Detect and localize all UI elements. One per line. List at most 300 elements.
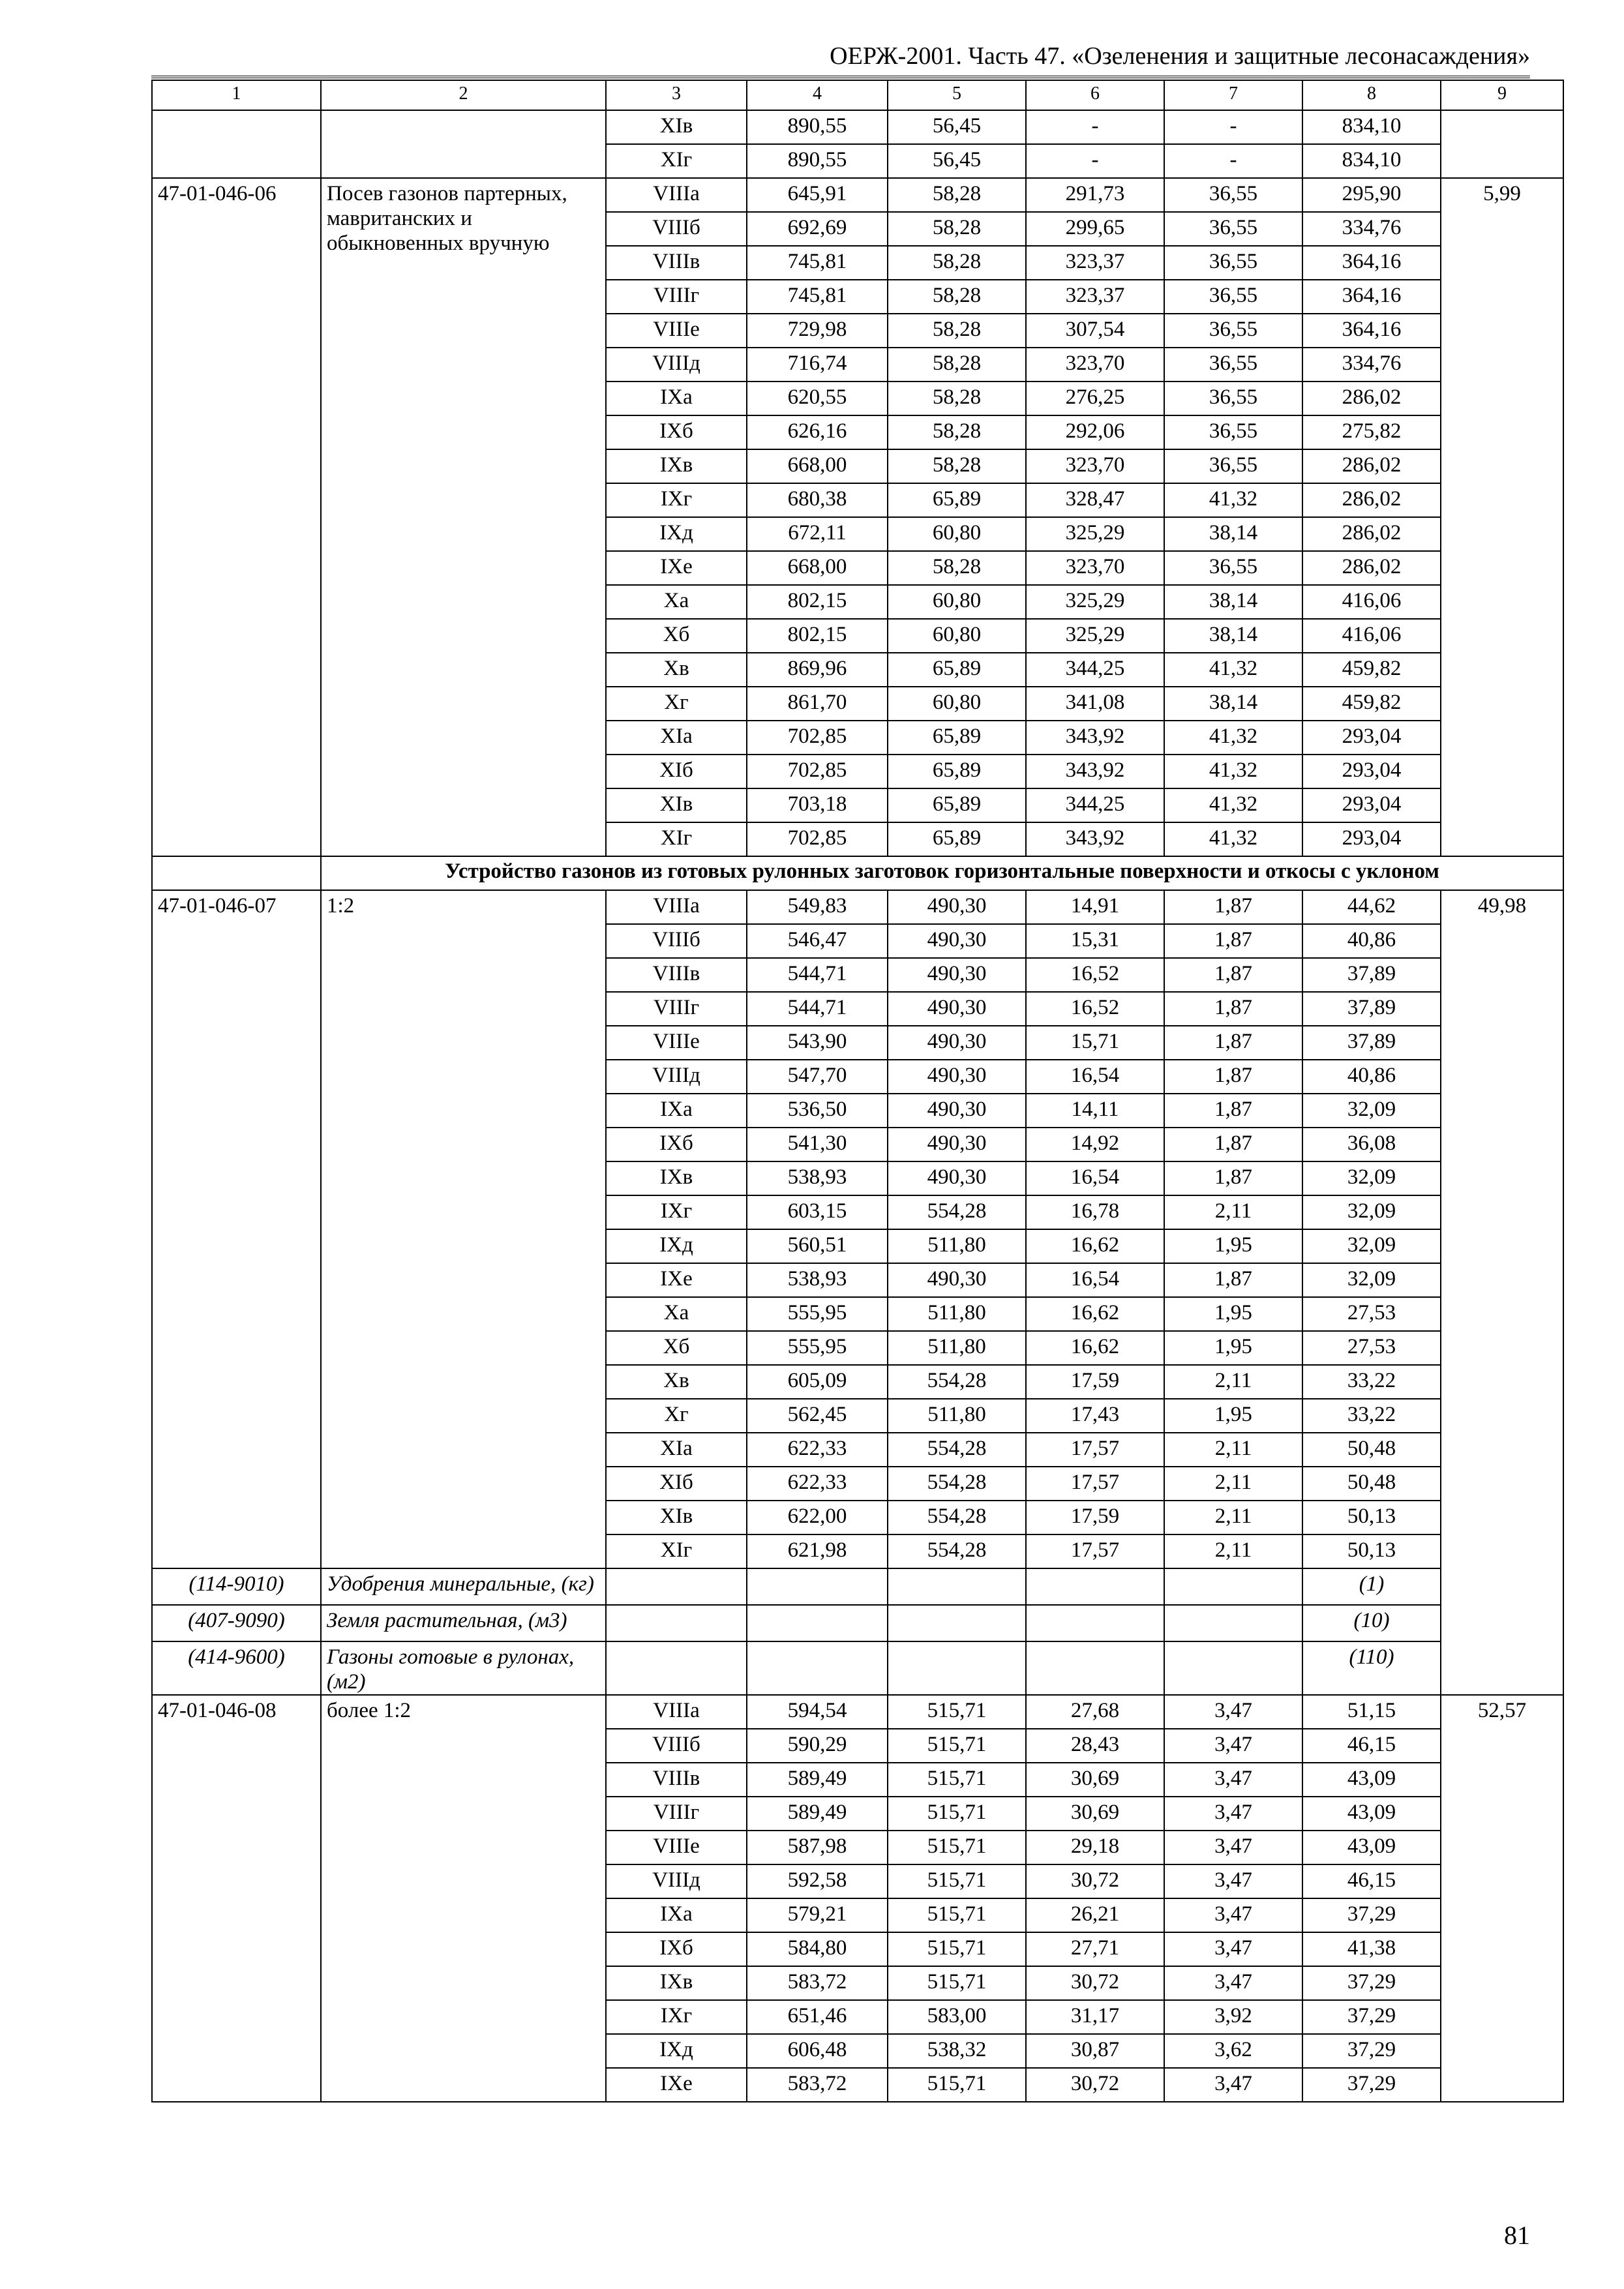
price-value: 1,87 bbox=[1164, 924, 1302, 958]
price-value: 511,80 bbox=[888, 1297, 1026, 1331]
region-zone: Xб bbox=[606, 1331, 747, 1365]
price-value: 490,30 bbox=[888, 1060, 1026, 1094]
price-value: 343,92 bbox=[1026, 822, 1164, 856]
price-value: 555,95 bbox=[747, 1297, 888, 1331]
region-zone: IXд bbox=[606, 517, 747, 551]
price-value: 286,02 bbox=[1302, 517, 1441, 551]
price-value: 36,55 bbox=[1164, 314, 1302, 348]
price-value: 515,71 bbox=[888, 1763, 1026, 1797]
price-value: 17,59 bbox=[1026, 1501, 1164, 1534]
price-value: 36,55 bbox=[1164, 551, 1302, 585]
price-value: 490,30 bbox=[888, 1263, 1026, 1297]
price-value: 3,47 bbox=[1164, 1797, 1302, 1831]
material-empty bbox=[747, 1568, 888, 1605]
price-value: 16,78 bbox=[1026, 1195, 1164, 1229]
region-zone: XIб bbox=[606, 755, 747, 788]
price-value: 65,89 bbox=[888, 721, 1026, 755]
price-value: 554,28 bbox=[888, 1195, 1026, 1229]
price-value: 459,82 bbox=[1302, 687, 1441, 721]
material-name: Удобрения минеральные, (кг) bbox=[321, 1568, 606, 1605]
price-value: 37,89 bbox=[1302, 992, 1441, 1026]
price-value: 1,95 bbox=[1164, 1229, 1302, 1263]
region-zone: Xг bbox=[606, 687, 747, 721]
price-value: 515,71 bbox=[888, 1864, 1026, 1898]
price-value: 286,02 bbox=[1302, 382, 1441, 415]
price-value: 583,00 bbox=[888, 2000, 1026, 2034]
price-value: 544,71 bbox=[747, 958, 888, 992]
column-number: 3 bbox=[606, 80, 747, 110]
region-zone: IXе bbox=[606, 1263, 747, 1297]
price-value: 621,98 bbox=[747, 1534, 888, 1568]
price-value: 459,82 bbox=[1302, 653, 1441, 687]
region-zone: IXа bbox=[606, 382, 747, 415]
price-value: 802,15 bbox=[747, 585, 888, 619]
region-zone: IXв bbox=[606, 1966, 747, 2000]
region-zone: IXг bbox=[606, 2000, 747, 2034]
price-value: 702,85 bbox=[747, 822, 888, 856]
price-value: 1,87 bbox=[1164, 1128, 1302, 1161]
price-value: 364,16 bbox=[1302, 280, 1441, 314]
region-zone: XIв bbox=[606, 788, 747, 822]
price-value: 343,92 bbox=[1026, 721, 1164, 755]
price-value: 3,47 bbox=[1164, 2068, 1302, 2102]
price-value: 37,29 bbox=[1302, 2000, 1441, 2034]
price-value: 589,49 bbox=[747, 1763, 888, 1797]
price-value: 38,14 bbox=[1164, 619, 1302, 653]
price-value: 2,11 bbox=[1164, 1501, 1302, 1534]
price-value: 328,47 bbox=[1026, 483, 1164, 517]
price-value: 65,89 bbox=[888, 483, 1026, 517]
price-value: 293,04 bbox=[1302, 822, 1441, 856]
price-value: 2,11 bbox=[1164, 1433, 1302, 1467]
price-value: 702,85 bbox=[747, 755, 888, 788]
price-value: 3,47 bbox=[1164, 1864, 1302, 1898]
region-zone: XIг bbox=[606, 822, 747, 856]
price-value: 538,93 bbox=[747, 1263, 888, 1297]
price-value: 16,52 bbox=[1026, 992, 1164, 1026]
material-qty: (10) bbox=[1302, 1605, 1441, 1641]
region-zone: VIIIв bbox=[606, 246, 747, 280]
price-value: 46,15 bbox=[1302, 1729, 1441, 1763]
price-value: 343,92 bbox=[1026, 755, 1164, 788]
price-value: 622,33 bbox=[747, 1467, 888, 1501]
price-value: 33,22 bbox=[1302, 1365, 1441, 1399]
material-name: Земля растительная, (м3) bbox=[321, 1605, 606, 1641]
price-value: 511,80 bbox=[888, 1399, 1026, 1433]
price-value: 490,30 bbox=[888, 1161, 1026, 1195]
labor-cost: 5,99 bbox=[1441, 178, 1563, 856]
work-name: более 1:2 bbox=[321, 1695, 606, 2102]
region-zone: Xв bbox=[606, 653, 747, 687]
price-value: 32,09 bbox=[1302, 1161, 1441, 1195]
price-value: 515,71 bbox=[888, 2068, 1026, 2102]
price-value: 590,29 bbox=[747, 1729, 888, 1763]
price-value: 36,55 bbox=[1164, 280, 1302, 314]
price-value: 41,32 bbox=[1164, 721, 1302, 755]
price-value: 16,54 bbox=[1026, 1060, 1164, 1094]
region-zone: IXг bbox=[606, 483, 747, 517]
price-value: 1,87 bbox=[1164, 1026, 1302, 1060]
price-value: 50,13 bbox=[1302, 1501, 1441, 1534]
column-number-row bbox=[152, 80, 1563, 110]
price-value: 323,37 bbox=[1026, 246, 1164, 280]
price-value: 65,89 bbox=[888, 653, 1026, 687]
price-value: 40,86 bbox=[1302, 924, 1441, 958]
price-value: 3,47 bbox=[1164, 1831, 1302, 1864]
region-zone: IXв bbox=[606, 1161, 747, 1195]
price-value: 60,80 bbox=[888, 687, 1026, 721]
price-value: 60,80 bbox=[888, 619, 1026, 653]
price-value: 292,06 bbox=[1026, 415, 1164, 449]
price-value: 60,80 bbox=[888, 517, 1026, 551]
table-row bbox=[152, 890, 1563, 924]
price-value: 56,45 bbox=[888, 110, 1026, 144]
price-value: 560,51 bbox=[747, 1229, 888, 1263]
price-value: 1,95 bbox=[1164, 1399, 1302, 1433]
material-row bbox=[152, 1605, 1563, 1641]
price-value: 293,04 bbox=[1302, 721, 1441, 755]
price-value: 2,11 bbox=[1164, 1467, 1302, 1501]
price-value: 651,46 bbox=[747, 2000, 888, 2034]
price-value: 745,81 bbox=[747, 280, 888, 314]
price-value: 341,08 bbox=[1026, 687, 1164, 721]
price-value: 29,18 bbox=[1026, 1831, 1164, 1864]
price-value: 344,25 bbox=[1026, 653, 1164, 687]
price-value: 44,62 bbox=[1302, 890, 1441, 924]
region-zone: VIIIа bbox=[606, 1695, 747, 1729]
price-value: 30,69 bbox=[1026, 1797, 1164, 1831]
price-value: 668,00 bbox=[747, 551, 888, 585]
price-value: 890,55 bbox=[747, 110, 888, 144]
price-value: 323,37 bbox=[1026, 280, 1164, 314]
rate-code: 47-01-046-07 bbox=[152, 890, 321, 1568]
price-value: 295,90 bbox=[1302, 178, 1441, 212]
price-value: 834,10 bbox=[1302, 110, 1441, 144]
price-value: 549,83 bbox=[747, 890, 888, 924]
price-value: - bbox=[1026, 110, 1164, 144]
price-value: 291,73 bbox=[1026, 178, 1164, 212]
price-value: 32,09 bbox=[1302, 1263, 1441, 1297]
price-value: 3,92 bbox=[1164, 2000, 1302, 2034]
price-value: 1,87 bbox=[1164, 1060, 1302, 1094]
price-value: 834,10 bbox=[1302, 144, 1441, 178]
price-value: 555,95 bbox=[747, 1331, 888, 1365]
price-value: 30,72 bbox=[1026, 1864, 1164, 1898]
price-value: 668,00 bbox=[747, 449, 888, 483]
price-value: 1,95 bbox=[1164, 1297, 1302, 1331]
price-value: 46,15 bbox=[1302, 1864, 1441, 1898]
price-value: 1,87 bbox=[1164, 958, 1302, 992]
price-value: 41,32 bbox=[1164, 653, 1302, 687]
price-value: 37,29 bbox=[1302, 1898, 1441, 1932]
price-value: 50,48 bbox=[1302, 1433, 1441, 1467]
price-value: - bbox=[1164, 110, 1302, 144]
region-zone: Xв bbox=[606, 1365, 747, 1399]
material-empty bbox=[1164, 1605, 1302, 1641]
material-empty bbox=[888, 1641, 1026, 1695]
price-value: 515,71 bbox=[888, 1797, 1026, 1831]
price-value: 626,16 bbox=[747, 415, 888, 449]
material-empty bbox=[606, 1605, 747, 1641]
price-value: 3,47 bbox=[1164, 1729, 1302, 1763]
price-value: 323,70 bbox=[1026, 348, 1164, 382]
price-value: 50,48 bbox=[1302, 1467, 1441, 1501]
price-value: 511,80 bbox=[888, 1331, 1026, 1365]
region-zone: VIIIг bbox=[606, 992, 747, 1026]
price-value: 37,89 bbox=[1302, 958, 1441, 992]
price-value: 594,54 bbox=[747, 1695, 888, 1729]
column-number: 4 bbox=[747, 80, 888, 110]
price-value: 584,80 bbox=[747, 1932, 888, 1966]
region-zone: IXд bbox=[606, 2034, 747, 2068]
material-row bbox=[152, 1641, 1563, 1695]
price-value: 43,09 bbox=[1302, 1797, 1441, 1831]
price-value: 58,28 bbox=[888, 280, 1026, 314]
price-value: 2,11 bbox=[1164, 1534, 1302, 1568]
column-number: 1 bbox=[152, 80, 321, 110]
material-empty bbox=[1026, 1641, 1164, 1695]
price-value: 58,28 bbox=[888, 178, 1026, 212]
price-value: 37,89 bbox=[1302, 1026, 1441, 1060]
price-value: 14,11 bbox=[1026, 1094, 1164, 1128]
price-value: 538,32 bbox=[888, 2034, 1026, 2068]
price-value: 14,92 bbox=[1026, 1128, 1164, 1161]
region-zone: Xб bbox=[606, 619, 747, 653]
price-value: 511,80 bbox=[888, 1229, 1026, 1263]
price-value: 307,54 bbox=[1026, 314, 1164, 348]
price-value: 286,02 bbox=[1302, 483, 1441, 517]
region-zone: IXг bbox=[606, 1195, 747, 1229]
price-value: 51,15 bbox=[1302, 1695, 1441, 1729]
price-value: 32,09 bbox=[1302, 1229, 1441, 1263]
price-value: 41,32 bbox=[1164, 822, 1302, 856]
material-empty bbox=[1164, 1641, 1302, 1695]
price-value: 17,43 bbox=[1026, 1399, 1164, 1433]
price-value: 43,09 bbox=[1302, 1831, 1441, 1864]
region-zone: VIIIг bbox=[606, 280, 747, 314]
price-value: 58,28 bbox=[888, 382, 1026, 415]
price-value: 583,72 bbox=[747, 1966, 888, 2000]
work-name: 1:2 bbox=[321, 890, 606, 1568]
price-value: 729,98 bbox=[747, 314, 888, 348]
rate-code: 47-01-046-06 bbox=[152, 178, 321, 856]
material-empty bbox=[747, 1605, 888, 1641]
price-value: 27,53 bbox=[1302, 1297, 1441, 1331]
table-row bbox=[152, 1695, 1563, 1729]
price-value: 14,91 bbox=[1026, 890, 1164, 924]
price-value: 26,21 bbox=[1026, 1898, 1164, 1932]
price-value: 344,25 bbox=[1026, 788, 1164, 822]
price-value: 30,69 bbox=[1026, 1763, 1164, 1797]
rate-code bbox=[152, 110, 321, 178]
work-name: Посев газонов партерных, мавританских и обыкновенных вручную bbox=[321, 178, 606, 856]
region-zone: IXд bbox=[606, 1229, 747, 1263]
price-value: 620,55 bbox=[747, 382, 888, 415]
price-value: 293,04 bbox=[1302, 755, 1441, 788]
region-zone: VIIIв bbox=[606, 1763, 747, 1797]
price-value: 325,29 bbox=[1026, 585, 1164, 619]
price-value: 3,62 bbox=[1164, 2034, 1302, 2068]
region-zone: VIIIд bbox=[606, 1060, 747, 1094]
region-zone: Xа bbox=[606, 1297, 747, 1331]
price-value: 554,28 bbox=[888, 1365, 1026, 1399]
price-value: 515,71 bbox=[888, 1695, 1026, 1729]
price-value: 3,47 bbox=[1164, 1898, 1302, 1932]
price-value: 36,55 bbox=[1164, 178, 1302, 212]
price-value: 58,28 bbox=[888, 348, 1026, 382]
price-value: 515,71 bbox=[888, 1729, 1026, 1763]
region-zone: VIIIе bbox=[606, 1831, 747, 1864]
price-value: 1,95 bbox=[1164, 1331, 1302, 1365]
price-value: 37,29 bbox=[1302, 2068, 1441, 2102]
price-value: 17,57 bbox=[1026, 1534, 1164, 1568]
material-empty bbox=[606, 1641, 747, 1695]
region-zone: XIб bbox=[606, 1467, 747, 1501]
price-value: 65,89 bbox=[888, 755, 1026, 788]
column-number: 8 bbox=[1302, 80, 1441, 110]
price-value: 38,14 bbox=[1164, 687, 1302, 721]
price-value: 58,28 bbox=[888, 415, 1026, 449]
price-value: 587,98 bbox=[747, 1831, 888, 1864]
column-number: 6 bbox=[1026, 80, 1164, 110]
price-value: 65,89 bbox=[888, 788, 1026, 822]
price-value: 543,90 bbox=[747, 1026, 888, 1060]
price-table bbox=[151, 80, 1564, 2102]
price-value: 515,71 bbox=[888, 1831, 1026, 1864]
price-value: 41,32 bbox=[1164, 788, 1302, 822]
price-value: 2,11 bbox=[1164, 1195, 1302, 1229]
labor-cost: 49,98 bbox=[1441, 890, 1563, 1695]
price-value: 60,80 bbox=[888, 585, 1026, 619]
region-zone: VIIIд bbox=[606, 348, 747, 382]
price-value: 2,11 bbox=[1164, 1365, 1302, 1399]
price-value: 40,86 bbox=[1302, 1060, 1441, 1094]
price-value: 16,52 bbox=[1026, 958, 1164, 992]
price-value: 58,28 bbox=[888, 212, 1026, 246]
price-value: 27,71 bbox=[1026, 1932, 1164, 1966]
price-value: 37,29 bbox=[1302, 1966, 1441, 2000]
material-name: Газоны готовые в рулонах, (м2) bbox=[321, 1641, 606, 1695]
price-value: 16,54 bbox=[1026, 1161, 1164, 1195]
material-qty: (110) bbox=[1302, 1641, 1441, 1695]
price-value: 16,62 bbox=[1026, 1297, 1164, 1331]
region-zone: XIв bbox=[606, 110, 747, 144]
material-empty bbox=[888, 1568, 1026, 1605]
price-value: 38,14 bbox=[1164, 517, 1302, 551]
region-zone: IXб bbox=[606, 1932, 747, 1966]
price-value: 538,93 bbox=[747, 1161, 888, 1195]
price-value: 802,15 bbox=[747, 619, 888, 653]
price-value: 490,30 bbox=[888, 1128, 1026, 1161]
material-row bbox=[152, 1568, 1563, 1605]
price-value: 562,45 bbox=[747, 1399, 888, 1433]
material-empty bbox=[606, 1568, 747, 1605]
price-value: 41,38 bbox=[1302, 1932, 1441, 1966]
section-row bbox=[152, 856, 1563, 890]
region-zone: VIIIг bbox=[606, 1797, 747, 1831]
material-empty bbox=[888, 1605, 1026, 1641]
price-value: 490,30 bbox=[888, 992, 1026, 1026]
price-value: 680,38 bbox=[747, 483, 888, 517]
price-value: 15,31 bbox=[1026, 924, 1164, 958]
price-value: 606,48 bbox=[747, 2034, 888, 2068]
region-zone: VIIIе bbox=[606, 1026, 747, 1060]
price-value: 58,28 bbox=[888, 314, 1026, 348]
section-title: Устройство газонов из готовых рулонных заготовок горизонтальные поверхности и откосы с уклоном bbox=[321, 856, 1563, 890]
price-value: 58,28 bbox=[888, 449, 1026, 483]
price-value: 33,22 bbox=[1302, 1399, 1441, 1433]
price-value: 1,87 bbox=[1164, 1094, 1302, 1128]
price-value: 1,87 bbox=[1164, 890, 1302, 924]
price-value: 547,70 bbox=[747, 1060, 888, 1094]
price-value: 416,06 bbox=[1302, 585, 1441, 619]
region-zone: XIв bbox=[606, 1501, 747, 1534]
price-value: 32,09 bbox=[1302, 1195, 1441, 1229]
region-zone: IXа bbox=[606, 1094, 747, 1128]
column-number: 2 bbox=[321, 80, 606, 110]
table-row bbox=[152, 110, 1563, 144]
price-value: 16,62 bbox=[1026, 1331, 1164, 1365]
price-value: 515,71 bbox=[888, 1966, 1026, 2000]
price-value: 32,09 bbox=[1302, 1094, 1441, 1128]
price-value: 490,30 bbox=[888, 890, 1026, 924]
price-value: 38,14 bbox=[1164, 585, 1302, 619]
price-value: 861,70 bbox=[747, 687, 888, 721]
price-value: 30,87 bbox=[1026, 2034, 1164, 2068]
price-value: 27,68 bbox=[1026, 1695, 1164, 1729]
region-zone: IXв bbox=[606, 449, 747, 483]
labor-cost: 52,57 bbox=[1441, 1695, 1563, 2102]
section-blank bbox=[152, 856, 321, 890]
price-value: 645,91 bbox=[747, 178, 888, 212]
region-zone: XIг bbox=[606, 144, 747, 178]
region-zone: VIIIв bbox=[606, 958, 747, 992]
price-value: 554,28 bbox=[888, 1501, 1026, 1534]
region-zone: XIг bbox=[606, 1534, 747, 1568]
price-value: 17,57 bbox=[1026, 1433, 1164, 1467]
price-value: 31,17 bbox=[1026, 2000, 1164, 2034]
price-value: 36,55 bbox=[1164, 449, 1302, 483]
region-zone: VIIIб bbox=[606, 212, 747, 246]
price-value: 276,25 bbox=[1026, 382, 1164, 415]
price-value: 716,74 bbox=[747, 348, 888, 382]
price-value: 554,28 bbox=[888, 1433, 1026, 1467]
region-zone: XIа bbox=[606, 721, 747, 755]
region-zone: VIIIа bbox=[606, 178, 747, 212]
price-value: 692,69 bbox=[747, 212, 888, 246]
price-value: 672,11 bbox=[747, 517, 888, 551]
price-value: 703,18 bbox=[747, 788, 888, 822]
table-row bbox=[152, 178, 1563, 212]
price-value: 579,21 bbox=[747, 1898, 888, 1932]
price-value: 36,55 bbox=[1164, 212, 1302, 246]
material-empty bbox=[1026, 1568, 1164, 1605]
price-value: 1,87 bbox=[1164, 1161, 1302, 1195]
price-value: 364,16 bbox=[1302, 246, 1441, 280]
price-value: 554,28 bbox=[888, 1467, 1026, 1501]
price-value: - bbox=[1164, 144, 1302, 178]
price-value: 3,47 bbox=[1164, 1966, 1302, 2000]
region-zone: VIIIб bbox=[606, 924, 747, 958]
region-zone: VIIIа bbox=[606, 890, 747, 924]
price-value: 286,02 bbox=[1302, 551, 1441, 585]
price-value: 416,06 bbox=[1302, 619, 1441, 653]
price-value: 36,55 bbox=[1164, 246, 1302, 280]
price-value: 490,30 bbox=[888, 924, 1026, 958]
price-value: 28,43 bbox=[1026, 1729, 1164, 1763]
column-number: 9 bbox=[1441, 80, 1563, 110]
price-value: 702,85 bbox=[747, 721, 888, 755]
